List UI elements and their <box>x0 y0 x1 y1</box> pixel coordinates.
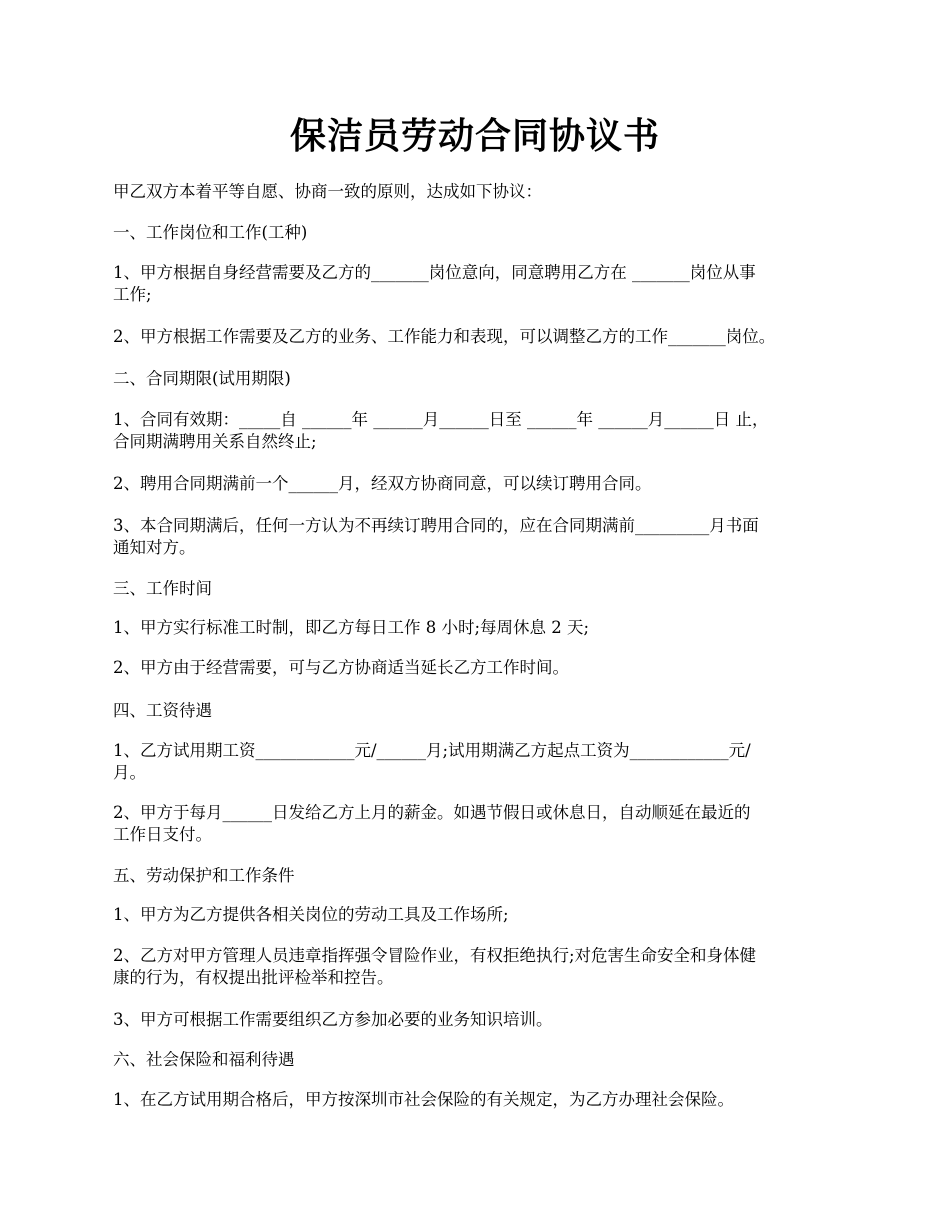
paragraph-1-2: 2、甲方根据工作需要及乙方的业务、工作能力和表现，可以调整乙方的工作_______岗位。 <box>113 327 776 346</box>
section-heading-3: 三、工作时间 <box>113 579 212 598</box>
section-heading-6: 六、社会保险和福利待遇 <box>113 1050 295 1069</box>
paragraph-3-2: 2、甲方由于经营需要，可与乙方协商适当延长乙方工作时间。 <box>113 658 569 677</box>
section-heading-5: 五、劳动保护和工作条件 <box>113 866 295 885</box>
paragraph-2-2: 2、聘用合同期满前一个______月，经双方协商同意，可以续订聘用合同。 <box>113 474 652 493</box>
paragraph-5-2: 2、乙方对甲方管理人员违章指挥强令冒险作业，有权拒绝执行;对危害生命安全和身体健 康的行为，有权提出批评检举和控告。 <box>113 946 757 987</box>
paragraph-6-1: 1、在乙方试用期合格后，甲方按深圳市社会保险的有关规定，为乙方办理社会保险。 <box>113 1090 734 1109</box>
paragraph-2-1: 1、合同有效期：_____自 ______年 ______月______日至 ______年 ______月______日 止， 合同期满聘用关系自然终止; <box>113 410 769 451</box>
document-title: 保洁员劳动合同协议书 <box>289 115 660 157</box>
paragraph-5-3: 3、甲方可根据工作需要组织乙方参加必要的业务知识培训。 <box>113 1010 553 1029</box>
paragraph-5-1: 1、甲方为乙方提供各相关岗位的劳动工具及工作场所; <box>113 905 509 924</box>
paragraph-3-1: 1、甲方实行标准工时制，即乙方每日工作 8 小时;每周休息 2 天; <box>113 618 590 637</box>
paragraph-4-1: 1、乙方试用期工资____________元/______月;试用期满乙方起点工资为____________元/ 月。 <box>113 741 751 782</box>
paragraph-2-3: 3、本合同期满后，任何一方认为不再续订聘用合同的，应在合同期满前_________月书面 通知对方。 <box>113 516 759 557</box>
section-heading-4: 四、工资待遇 <box>113 701 212 720</box>
paragraph-1-1: 1、甲方根据自身经营需要及乙方的_______岗位意向，同意聘用乙方在 _______岗位从事 工作; <box>113 263 756 304</box>
section-heading-2: 二、合同期限(试用期限) <box>113 369 291 388</box>
section-heading-1: 一、工作岗位和工作(工种) <box>113 223 308 242</box>
paragraph-4-2: 2、甲方于每月______日发给乙方上月的薪金。如遇节假日或休息日，自动顺延在最近的 工作日支付。 <box>113 803 751 844</box>
paragraph-intro: 甲乙双方本着平等自愿、协商一致的原则，达成如下协议： <box>113 182 542 201</box>
